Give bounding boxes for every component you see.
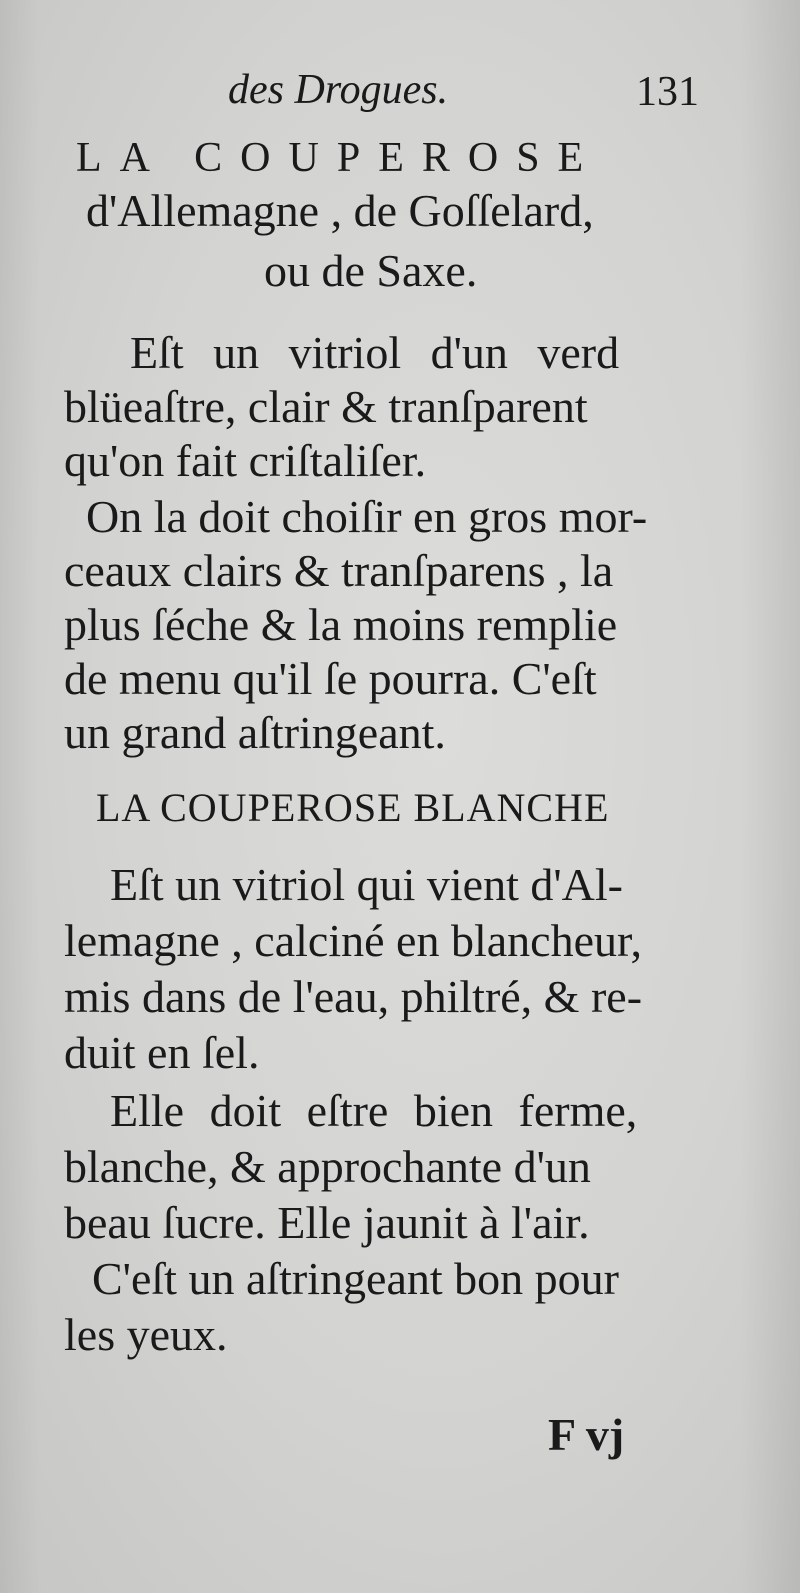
s2-p3-line2: les yeux. (64, 1309, 228, 1360)
section2-title: LA COUPEROSE BLANCHE (96, 785, 610, 830)
s1-p1-line1: Eſt un vitriol d'un verd (130, 327, 620, 378)
s2-p1-line4: duit en ſel. (64, 1027, 260, 1078)
s2-p1-line3: mis dans de l'eau, philtré, & re- (64, 971, 643, 1022)
page-number: 131 (636, 69, 699, 115)
s2-p2-line2: blanche, & approchante d'un (64, 1141, 591, 1192)
section1-title-line3: ou de Saxe. (264, 245, 478, 296)
s2-p1-line2: lemagne , calciné en blancheur, (64, 915, 642, 966)
s2-p2-line1: Elle doit eſtre bien ferme, (110, 1085, 638, 1136)
s1-p2-line3: plus ſéche & la moins remplie (64, 599, 618, 650)
s1-p2-line5: un grand aſtringeant. (64, 707, 446, 758)
running-head: des Drogues. (228, 67, 449, 113)
section1-title-line2: d'Allemagne , de Goſſelard, (86, 185, 594, 236)
gutter-shadow (740, 0, 800, 1593)
s2-p3-line1: C'eſt un aſtringeant bon pour (92, 1253, 619, 1304)
s1-p1-line2: blüeaſtre, clair & tranſparent (64, 381, 588, 432)
signature-mark: F vj (548, 1409, 625, 1460)
s1-p1-line3: qu'on fait criſtaliſer. (64, 435, 427, 486)
s1-p2-line2: ceaux clairs & tranſparens , la (64, 545, 614, 596)
s1-p2-line4: de menu qu'il ſe pourra. C'eſt (64, 653, 597, 704)
s2-p2-line3: beau ſucre. Elle jaunit à l'air. (64, 1197, 590, 1248)
page-edge-shadow (0, 0, 40, 1593)
s2-p1-line1: Eſt un vitriol qui vient d'Al- (110, 859, 623, 910)
s1-p2-line1: On la doit choiſir en gros mor- (86, 491, 648, 542)
section1-title-line1: LA COUPEROSE (76, 135, 602, 181)
